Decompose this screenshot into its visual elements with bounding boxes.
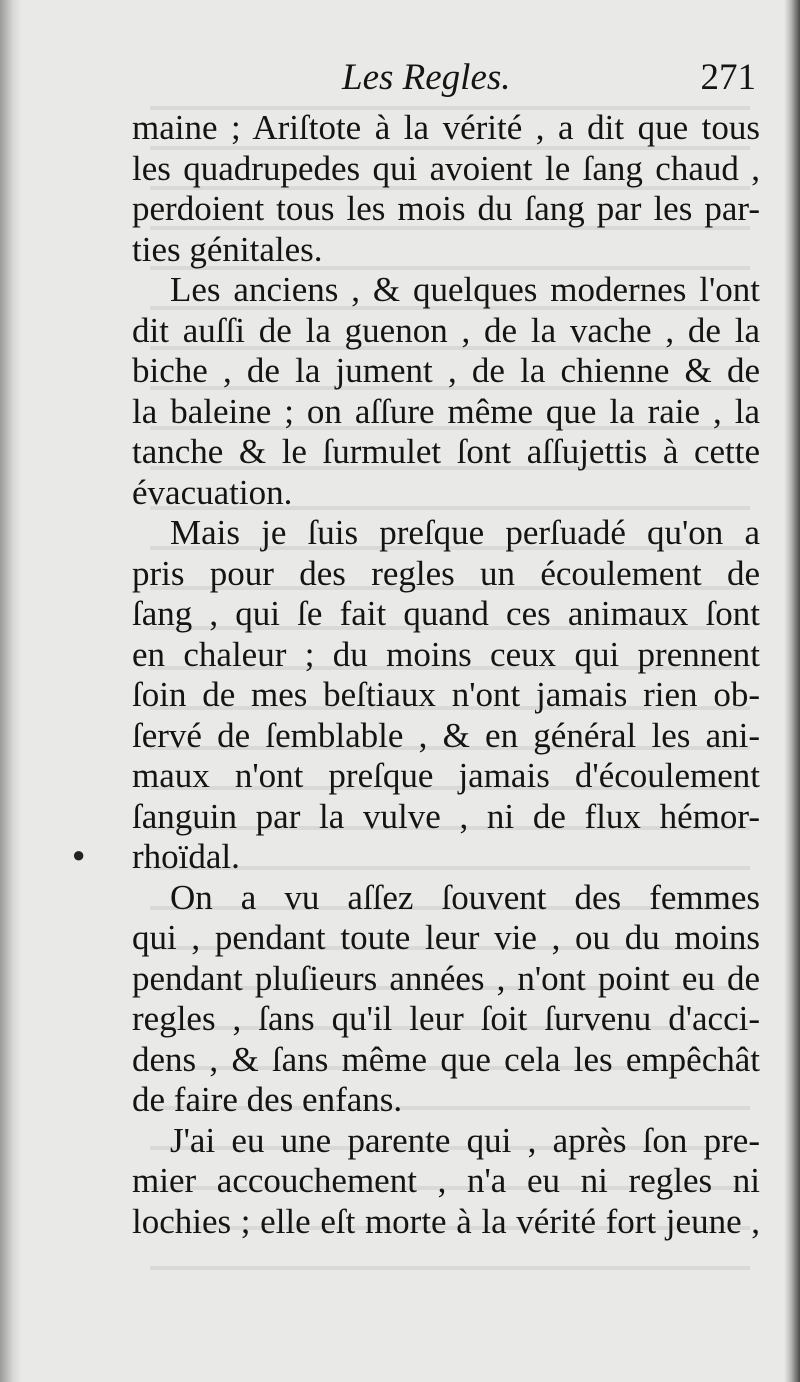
page-number: 271 — [700, 57, 756, 98]
text-line: évacuation. — [132, 472, 293, 512]
page-header — [130, 56, 760, 106]
text-line: ties génitales. — [132, 229, 323, 269]
text-line: dit auſſi de la guenon , de la vache , de la — [132, 310, 760, 350]
text-line: la baleine ; on aſſure même que la raie , la — [132, 391, 760, 431]
text-line: pris pour des regles un écoulement de — [132, 553, 760, 593]
text-line: en chaleur ; du moins ceux qui prennent — [132, 634, 760, 674]
text-line: pendant pluſieurs années , n'ont point eu de — [132, 958, 760, 998]
text-line: tanche & le ſurmulet ſont aſſujettis à cette — [132, 432, 760, 471]
text-line: Les anciens , & quelques modernes l'ont — [170, 270, 760, 309]
text-line: qui , pendant toute leur vie , ou du moins — [132, 918, 760, 957]
running-head: Les Regles. — [342, 57, 511, 98]
ink-blot-mark: ● — [72, 842, 86, 867]
text-line: de faire des enfans. — [132, 1080, 403, 1119]
text-line: perdoient tous les mois du ſang par les par- — [132, 189, 760, 228]
text-line: ſanguin par la vulve , ni de flux hémor- — [132, 796, 760, 836]
text-line: maux n'ont preſque jamais d'écoulement — [132, 756, 760, 795]
text-line: biche , de la jument , de la chienne & de — [132, 351, 760, 390]
text-line: On a vu aſſez ſouvent des femmes — [170, 877, 760, 917]
text-line: mier accouchement , n'a eu ni regles ni — [132, 1161, 760, 1200]
text-line: rhoïdal. — [132, 837, 240, 876]
text-line: dens , & ſans même que cela les empêchât — [132, 1039, 760, 1079]
text-line: J'ai eu une parente qui , après ſon pre- — [170, 1120, 760, 1160]
text-line: maine ; Ariſtote à la vérité , a dit que tous — [132, 108, 760, 147]
text-line: ſang , qui ſe fait quand ces animaux ſont — [132, 594, 760, 633]
text-line: ſoin de mes beſtiaux n'ont jamais rien ob- — [132, 675, 760, 714]
text-line: les quadrupedes qui avoient le ſang chaud , — [132, 148, 760, 188]
text-line: Mais je ſuis preſque perſuadé qu'on a — [170, 513, 760, 552]
text-line: lochies ; elle eſt morte à la vérité fort jeune , — [132, 1201, 760, 1241]
text-line: regles , ſans qu'il leur ſoit ſurvenu d'acci- — [132, 999, 760, 1038]
text-line: ſervé de ſemblable , & en général les ani- — [132, 715, 760, 755]
body-text — [132, 108, 760, 1242]
